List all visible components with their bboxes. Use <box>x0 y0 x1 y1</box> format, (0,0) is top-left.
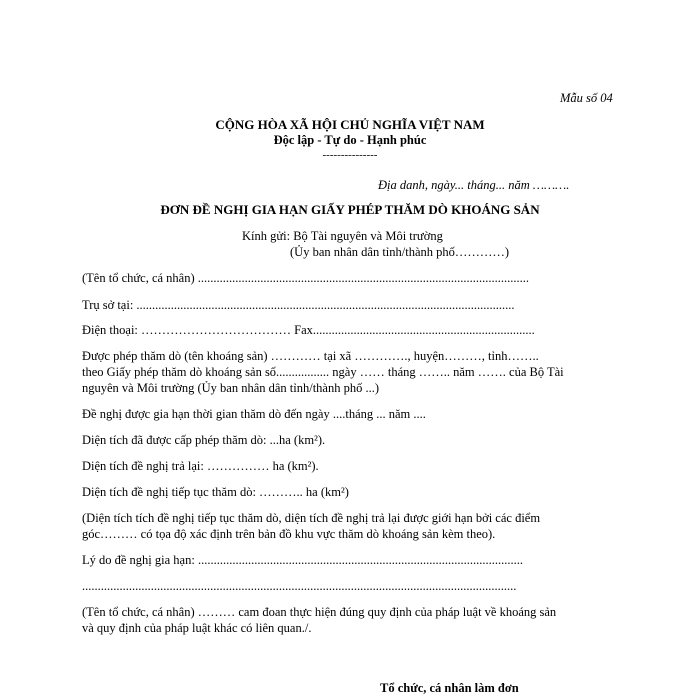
header-separator: --------------- <box>322 149 378 161</box>
recipient-line-2: (Ủy ban nhân dân tỉnh/thành phố…………) <box>290 245 510 259</box>
phone-fax-field: Điện thoại: ……………………………… Fax....................................................................... <box>82 323 535 337</box>
returned-area-field: Diện tích đề nghị trả lại: …………… ha (km²). <box>82 459 319 473</box>
permit-line-2: theo Giấy phép thăm dò khoáng sản số................. ngày …… tháng …….. năm ……. của Bộ Tài <box>82 365 564 379</box>
reason-continuation: ........................................................................................................................................... <box>82 579 517 593</box>
permit-line-3: nguyên và Môi trường (Ủy ban nhân dân tỉnh/thành phố ...) <box>82 381 380 395</box>
area-note-line-2: góc……… có tọa độ xác định trên bản đồ khu vực thăm dò khoáng sản kèm theo). <box>82 527 496 541</box>
commitment-line-2: và quy định của pháp luật khác có liên quan./. <box>82 621 312 635</box>
org-name-field: (Tên tổ chức, cá nhân) .......................................................................................................... <box>82 271 529 285</box>
area-note-line-1: (Diện tích tích đề nghị tiếp tục thăm dò, diện tích đề nghị trả lại được giới hạn bởi các điểm <box>82 511 541 525</box>
reason-field: Lý do đề nghị gia hạn: ........................................................................................................ <box>82 553 523 567</box>
address-field: Trụ sở tại: ......................................................................................................................... <box>82 298 515 312</box>
granted-area-field: Diện tích đã được cấp phép thăm dò: ...ha (km²). <box>82 433 326 447</box>
recipient-line-1: Kính gửi: Bộ Tài nguyên và Môi trường <box>242 229 443 243</box>
form-number: Mẫu số 04 <box>560 91 613 105</box>
national-motto: Độc lập - Tự do - Hạnh phúc <box>273 133 427 147</box>
continued-area-field: Diện tích đề nghị tiếp tục thăm dò: ……….. ha (km²) <box>82 485 349 499</box>
permit-line-1: Được phép thăm dò (tên khoáng sản) ………… tại xã …………., huyện………, tỉnh…….. <box>82 349 539 363</box>
signature-label: Tổ chức, cá nhân làm đơn <box>380 681 519 695</box>
extension-period-field: Đề nghị được gia hạn thời gian thăm dò đến ngày ....tháng ... năm .... <box>82 407 426 421</box>
place-date-line: Địa danh, ngày... tháng... năm ………. <box>378 178 570 192</box>
country-header: CỘNG HÒA XÃ HỘI CHỦ NGHĨA VIỆT NAM <box>215 117 485 132</box>
commitment-line-1: (Tên tổ chức, cá nhân) ……… cam đoan thực hiện đúng quy định của pháp luật về khoáng sản <box>82 605 557 619</box>
document-title: ĐƠN ĐỀ NGHỊ GIA HẠN GIẤY PHÉP THĂM DÒ KHOÁNG SẢN <box>160 202 540 217</box>
